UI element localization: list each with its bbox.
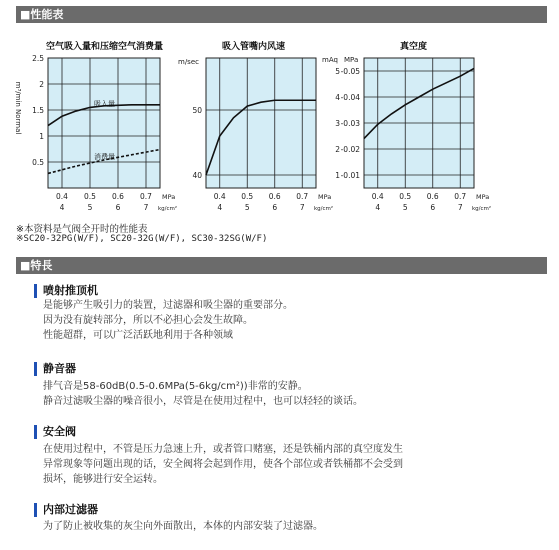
feature-ejector xyxy=(34,284,293,343)
feature-safety-valve xyxy=(34,425,403,487)
x-tick-label-mpa: 0.4 xyxy=(56,192,68,201)
y-tick-label: 40 xyxy=(192,171,202,180)
x-unit-kg: kg/cm² xyxy=(314,206,334,212)
x-tick-label-mpa: 0.7 xyxy=(296,192,309,201)
x-tick-label-mpa: 0.7 xyxy=(140,192,152,201)
x-tick-label-kg: 6 xyxy=(115,203,121,212)
chart-title: 真空度 xyxy=(400,42,428,52)
x-tick-label-kg: 6 xyxy=(430,203,436,212)
x-tick-label-mpa: 0.5 xyxy=(84,192,96,201)
x-tick-label-kg: 4 xyxy=(217,203,223,212)
feature-line: 因为没有旋转部分，所以不必担心会发生故障。 xyxy=(43,315,253,326)
x-tick-label-kg: 7 xyxy=(457,203,463,212)
feature-internal-filter xyxy=(34,503,323,534)
y-tick-label: 2 xyxy=(39,80,44,89)
feature-line: 异常现象等问题出现的话，安全阀将会起到作用，使各个部位或者铁桶都不会受到 xyxy=(43,459,403,470)
x-tick-label-mpa: 0.5 xyxy=(399,192,412,201)
y-tick-label: -0.02 xyxy=(340,145,360,154)
x-tick-label-kg: 6 xyxy=(272,203,278,212)
y-axis-unit-right: MPa xyxy=(344,56,359,64)
y-tick-label-left: 3 xyxy=(335,119,340,128)
plot-area xyxy=(206,58,316,188)
chart-air-intake xyxy=(8,36,178,216)
x-tick-label-kg: 5 xyxy=(87,203,93,212)
y-tick-label: -0.05 xyxy=(340,67,360,76)
y-tick-label: 1 xyxy=(39,132,44,141)
y-axis-unit-left: mAq xyxy=(322,56,338,64)
series-label-intake: 吸入量 xyxy=(94,100,115,108)
feature-title: 内部过滤器 xyxy=(34,503,323,517)
feature-silencer xyxy=(34,362,363,409)
y-tick-label: 0.5 xyxy=(32,158,44,167)
chart-title: 空气吸入量和压缩空气消费量 xyxy=(46,42,164,52)
y-tick-label-left: 4 xyxy=(335,93,340,102)
x-tick-label-kg: 4 xyxy=(375,203,381,212)
chart-title: 吸入管嘴内风速 xyxy=(222,42,286,52)
feature-line: 为了防止被收集的灰尘向外面散出，本体的内部安装了过滤器。 xyxy=(43,521,323,532)
y-tick-label: -0.04 xyxy=(340,93,360,102)
y-tick-label: -0.03 xyxy=(340,119,360,128)
x-tick-label-mpa: 0.4 xyxy=(213,192,226,201)
y-axis-unit: m/sec xyxy=(178,58,199,66)
note-line: ※SC20-32PG(W/F), SC20-32G(W/F), SC30-32SG(W/F) xyxy=(16,234,268,244)
x-unit-kg: kg/cm² xyxy=(472,206,492,212)
x-tick-label-mpa: 0.6 xyxy=(268,192,281,201)
series-label-consumption: 消费量 xyxy=(94,153,115,161)
chart-plot xyxy=(320,36,500,216)
feature-line: 性能超群，可以广泛活跃地利用于各种领域 xyxy=(43,330,233,341)
feature-line: 在使用过程中，不管是压力急速上升，或者管口赌塞，还是铁桶内部的真空度发生 xyxy=(43,444,403,455)
x-tick-label-mpa: 0.4 xyxy=(371,192,384,201)
x-tick-label-kg: 7 xyxy=(143,203,149,212)
x-tick-label-kg: 5 xyxy=(244,203,250,212)
feature-title: 安全阀 xyxy=(34,425,403,439)
y-tick-label: 2.5 xyxy=(32,54,44,63)
x-tick-label-kg: 5 xyxy=(402,203,408,212)
note-line: ※本资料是气阀全开时的性能表 xyxy=(16,224,148,235)
y-tick-label: 50 xyxy=(192,106,202,115)
y-tick-label: 1.5 xyxy=(32,106,44,115)
x-tick-label-mpa: 0.6 xyxy=(112,192,124,201)
feature-title: 静音器 xyxy=(34,362,363,376)
y-tick-label-left: 5 xyxy=(335,67,340,76)
feature-line: 损坏，能够进行安全运转。 xyxy=(43,474,163,485)
feature-line: 静音过滤吸尘器的噪音很小，尽管是在使用过程中，也可以轻轻的谈话。 xyxy=(43,396,363,407)
chart-plot xyxy=(8,36,178,216)
x-unit-mpa: MPa xyxy=(318,193,332,201)
x-unit-mpa: MPa xyxy=(476,193,490,201)
x-tick-label-mpa: 0.6 xyxy=(426,192,439,201)
feature-line: 是能够产生吸引力的装置，过滤器和吸尘器的重要部分。 xyxy=(43,300,293,311)
y-tick-label-left: 1 xyxy=(335,171,340,180)
section-header-features: ■特長 xyxy=(16,257,547,274)
y-axis-label: m³/min Normal xyxy=(14,81,22,135)
x-tick-label-mpa: 0.5 xyxy=(241,192,254,201)
feature-title: 喷射推顶机 xyxy=(34,284,293,298)
x-unit-kg: kg/cm² xyxy=(158,206,178,212)
x-tick-label-mpa: 0.7 xyxy=(454,192,467,201)
section-header-performance: ■性能表 xyxy=(16,6,547,23)
y-tick-label-left: 2 xyxy=(335,145,340,154)
x-tick-label-kg: 4 xyxy=(59,203,65,212)
x-tick-label-kg: 7 xyxy=(299,203,305,212)
y-tick-label: -0.01 xyxy=(340,171,360,180)
x-unit-mpa: MPa xyxy=(162,193,176,201)
chart-vacuum xyxy=(320,36,500,216)
feature-line: 排气音是58-60dB(0.5-0.6MPa(5-6kg/cm²))非常的安静。 xyxy=(43,381,308,392)
